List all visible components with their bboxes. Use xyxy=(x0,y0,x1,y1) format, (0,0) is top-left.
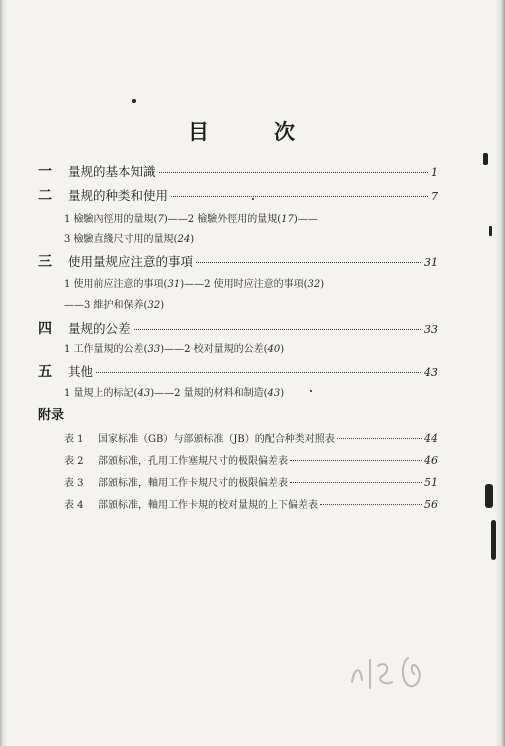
page-edge-shadow-right xyxy=(495,0,505,746)
page-number: 43 xyxy=(424,366,438,379)
section-number: 二 xyxy=(38,188,52,204)
section-number: 三 xyxy=(38,254,52,270)
appendix-table-entry xyxy=(64,474,438,489)
table-title: 部頒标准，孔用工作塞規尺寸的极限偏差表 xyxy=(98,456,288,467)
page-number: 56 xyxy=(424,498,438,511)
page-number: 7 xyxy=(431,190,438,203)
dot-leader xyxy=(134,329,421,330)
page-edge-shadow-left xyxy=(0,0,8,746)
subentry-line: 1 檢驗內徑用的量規( 7 )——2 檢驗外徑用的量規( 17 )—— xyxy=(64,214,318,225)
scan-speck xyxy=(483,153,488,165)
section-title: 量规的基本知識 xyxy=(68,164,156,179)
page-number: 46 xyxy=(424,454,438,467)
subentry-line: 1 工作量規的公差( 33 )——2 校对量規的公差( 40 ) xyxy=(64,344,285,355)
table-label: 表 1 xyxy=(64,434,84,445)
pencil-scrawl xyxy=(340,640,450,700)
subentry-line: 3 檢驗直綫尺寸用的量規( 24 ) xyxy=(64,234,195,245)
toc-entry-5 xyxy=(38,361,438,379)
scan-speck xyxy=(491,520,496,560)
toc-entry-1 xyxy=(38,161,438,179)
table-title: 部頒标准，軸用工作卡規的校对量規的上下偏差表 xyxy=(98,500,318,511)
table-label: 表 4 xyxy=(64,500,84,511)
scan-speck xyxy=(132,99,136,103)
section-title: 量规的公差 xyxy=(68,321,131,336)
dot-leader xyxy=(337,438,422,439)
section-number: 四 xyxy=(38,321,52,337)
appendix-table-entry xyxy=(64,452,438,467)
section-number: 五 xyxy=(38,364,52,380)
toc-entry-4 xyxy=(38,318,438,336)
dot-leader xyxy=(159,172,428,173)
table-label: 表 2 xyxy=(64,456,84,467)
dot-leader xyxy=(290,482,422,483)
table-label: 表 3 xyxy=(64,478,84,489)
toc-entry-2 xyxy=(38,185,438,203)
appendix-table-entry xyxy=(64,496,438,511)
appendix-table-entry xyxy=(64,430,438,445)
scan-speck xyxy=(485,484,493,508)
scan-speck xyxy=(310,390,312,392)
appendix-heading: 附录 xyxy=(38,408,65,423)
page-title: 目 次 xyxy=(188,120,317,144)
section-title: 其他 xyxy=(68,364,94,379)
dot-leader xyxy=(196,262,421,263)
section-number: 一 xyxy=(38,164,52,180)
dot-leader xyxy=(320,504,422,505)
dot-leader xyxy=(96,372,421,373)
subentry-line: ——3 維护和保养( 32 ) xyxy=(64,300,165,311)
table-title: 国家标准（GB）与部頒标准（JB）的配合种类对照表 xyxy=(98,434,335,445)
section-title: 使用量规应注意的事項 xyxy=(68,254,194,269)
toc-entry-3 xyxy=(38,251,438,269)
section-title: 量规的种类和使用 xyxy=(68,188,169,203)
dot-leader xyxy=(171,196,428,197)
subentry-line: 1 量規上的标記( 43 )——2 量規的材料和制造( 43 ) xyxy=(64,388,285,399)
subentry-line: 1 使用前应注意的事項( 31 )——2 使用时应注意的事項( 32 ) xyxy=(64,279,325,290)
page-number: 44 xyxy=(424,432,438,445)
page-number: 51 xyxy=(424,476,438,489)
dot-leader xyxy=(290,460,422,461)
page-number: 33 xyxy=(424,323,438,336)
page-number: 31 xyxy=(424,256,438,269)
page-number: 1 xyxy=(431,166,438,179)
table-title: 部頒标准，軸用工作卡規尺寸的极限偏差表 xyxy=(98,478,288,489)
scan-speck xyxy=(489,226,492,236)
